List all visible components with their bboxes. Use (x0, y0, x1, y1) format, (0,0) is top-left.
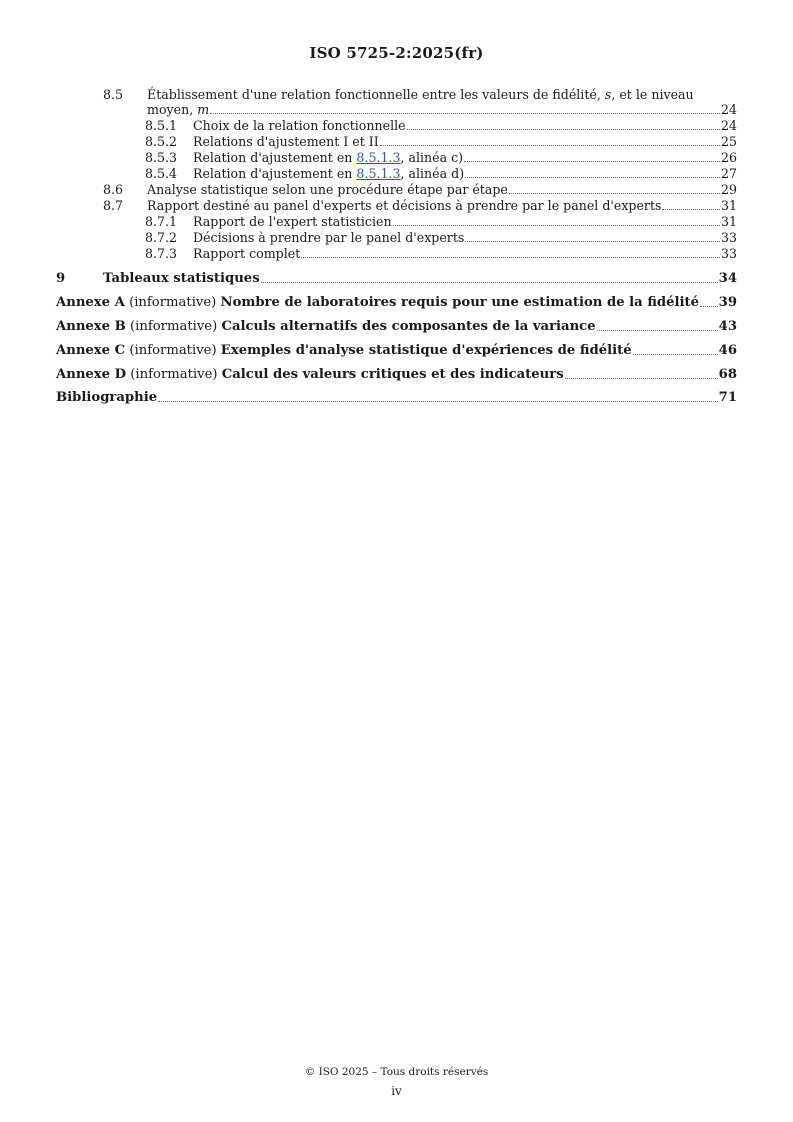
dot-leader (509, 192, 720, 194)
toc-title: Bibliographie (56, 390, 158, 405)
toc-entry-8-7-3[interactable] (145, 245, 737, 261)
toc-number: 8.7.3 (145, 246, 178, 261)
dot-leader (393, 224, 720, 226)
toc-number: 8.5.1 (145, 118, 178, 133)
toc-title: Relations d'ajustement I et II (193, 134, 379, 149)
toc-entry-annex-a[interactable] (56, 294, 737, 310)
toc-title: Établissement d'une relation fonctionnelle entre les valeurs de fidélité, s, et le niveau (147, 87, 694, 102)
toc-title: Rapport de l'expert statisticien (193, 214, 392, 229)
toc-title: Décisions à prendre par le panel d'experts (193, 230, 465, 245)
dot-leader (465, 176, 720, 178)
dot-leader (633, 353, 718, 355)
toc-entry-8-5-line1[interactable] (103, 86, 737, 102)
dot-leader (465, 240, 720, 242)
dot-leader (464, 160, 720, 162)
dot-leader (662, 208, 720, 210)
toc-entry-8-5-1[interactable] (145, 117, 737, 133)
toc-entry-8-6[interactable] (103, 181, 737, 197)
toc-page: 31 (720, 198, 737, 213)
toc-title: Tableaux statistiques (103, 271, 260, 286)
toc-page: 39 (718, 295, 737, 310)
toc-page: 71 (718, 390, 737, 405)
dot-leader (158, 400, 718, 402)
toc-page: 27 (720, 166, 737, 181)
toc-page: 24 (720, 118, 737, 133)
toc-title: Rapport complet (193, 246, 301, 261)
dot-leader (597, 329, 718, 331)
footer-copyright: © ISO 2025 – Tous droits réservés (304, 1066, 489, 1078)
toc-entry-annex-c[interactable] (56, 342, 737, 358)
document-header: ISO 5725-2:2025(fr) (309, 44, 484, 62)
toc-page: 33 (720, 230, 737, 245)
toc-title: Rapport destiné au panel d'experts et décisions à prendre par le panel d'experts (147, 198, 662, 213)
toc-number: 9 (56, 271, 66, 286)
dot-leader (210, 112, 720, 114)
toc-entry-8-5-line2[interactable] (147, 101, 737, 117)
toc-title: Annexe C (informative) Exemples d'analyse statistique d'expériences de fidélité (56, 343, 632, 358)
toc-title: Annexe A (informative) Nombre de laboratoires requis pour une estimation de la fidélité (56, 295, 700, 310)
toc-page: 68 (718, 367, 737, 382)
dot-leader (700, 305, 718, 307)
toc-number: 8.5.2 (145, 134, 178, 149)
toc-title: Annexe B (informative) Calculs alternatifs des composantes de la variance (56, 319, 596, 334)
dot-leader (301, 256, 720, 258)
toc-entry-annex-b[interactable] (56, 318, 737, 334)
toc-page: 31 (720, 214, 737, 229)
toc-page: 33 (720, 246, 737, 261)
toc-number: 8.7.2 (145, 230, 178, 245)
toc-title: Relation d'ajustement en 8.5.1.3, alinéa d) (193, 166, 465, 181)
toc-entry-8-5-2[interactable] (145, 133, 737, 149)
cross-reference-link[interactable]: 8.5.1.3 (356, 150, 401, 165)
dot-leader (261, 281, 718, 283)
toc-number: 8.6 (103, 182, 124, 197)
dot-leader (407, 128, 720, 130)
toc-entry-8-7-1[interactable] (145, 213, 737, 229)
cross-reference-link[interactable]: 8.5.1.3 (356, 166, 401, 181)
dot-leader (380, 144, 720, 146)
toc-page: 26 (720, 150, 737, 165)
toc-entry-9[interactable] (56, 270, 737, 286)
toc-entry-8-7[interactable] (103, 197, 737, 213)
toc-page: 46 (718, 343, 737, 358)
toc-title: Choix de la relation fonctionnelle (193, 118, 406, 133)
toc-page: 29 (720, 182, 737, 197)
toc-title-cont: moyen, m (147, 102, 210, 117)
toc-title: Relation d'ajustement en 8.5.1.3, alinéa c) (193, 150, 464, 165)
toc-page: 24 (720, 102, 737, 117)
toc-number: 8.7.1 (145, 214, 178, 229)
toc-page: 25 (720, 134, 737, 149)
footer-page-number: iv (391, 1084, 402, 1098)
toc-page: 43 (718, 319, 737, 334)
toc-page: 34 (718, 271, 737, 286)
toc-entry-8-5-3[interactable] (145, 149, 737, 165)
toc-entry-8-7-2[interactable] (145, 229, 737, 245)
dot-leader (565, 377, 718, 379)
toc-number: 8.7 (103, 198, 124, 213)
toc-title: Annexe D (informative) Calcul des valeurs critiques et des indicateurs (56, 367, 564, 382)
toc-number: 8.5.3 (145, 150, 178, 165)
toc-number: 8.5.4 (145, 166, 178, 181)
toc-title: Analyse statistique selon une procédure étape par étape (147, 182, 508, 197)
toc-entry-annex-d[interactable] (56, 366, 737, 382)
toc-entry-8-5-4[interactable] (145, 165, 737, 181)
toc-number: 8.5 (103, 87, 124, 102)
toc-entry-bibliography[interactable] (56, 389, 737, 405)
